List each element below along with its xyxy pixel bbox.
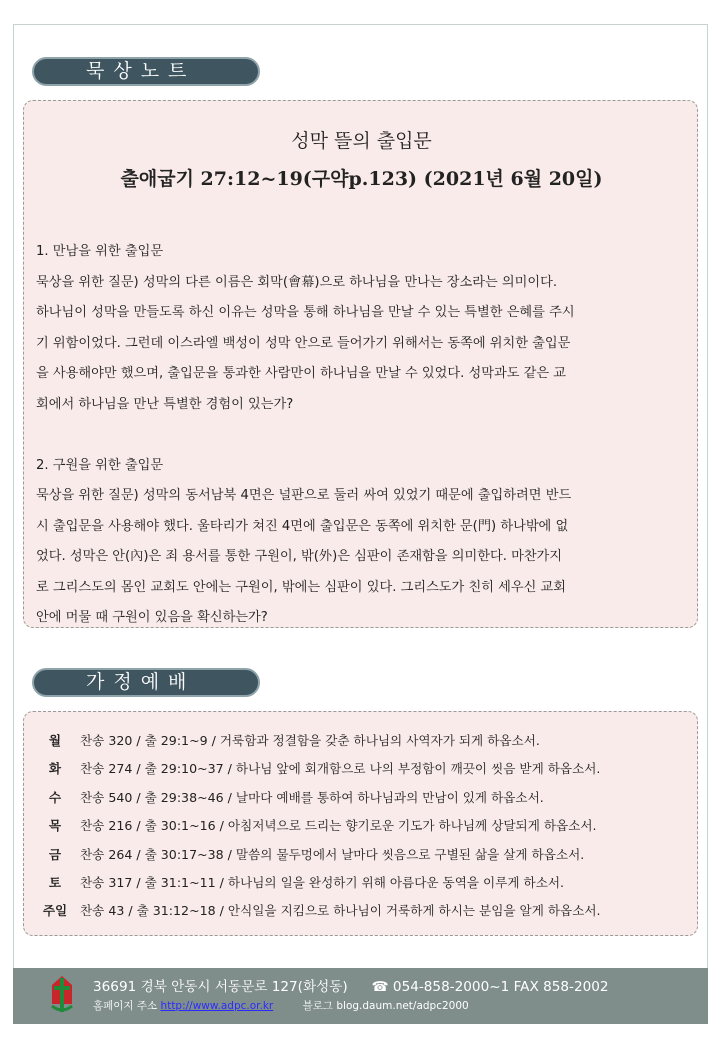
worship-day: 화 xyxy=(48,761,62,777)
worship-text: 찬송 264 / 출 30:17~38 / 말씀의 물두멍에서 날마다 씻음으로 구별된 삶을 살게 하옵소서. xyxy=(80,846,585,862)
worship-row xyxy=(34,841,694,869)
worship-day: 금 xyxy=(48,846,62,862)
section-heading: 2. 구원을 위한 출입문 xyxy=(36,457,164,473)
worship-row xyxy=(34,897,694,925)
blog-link[interactable]: 블로그 blog.daum.net/adpc2000 xyxy=(302,1000,469,1012)
footer-contact xyxy=(93,975,609,995)
section-heading: 1. 만남을 위한 출입문 xyxy=(36,244,164,259)
body-line: 하나님이 성막을 만들도록 하신 이유는 성막을 통해 하나님을 만날 수 있는 특별한 은혜를 주시 xyxy=(36,305,575,320)
worship-row xyxy=(34,812,694,840)
body-line: 묵상을 위한 질문) 성막의 동서남북 4면은 널판으로 둘러 싸여 있었기 때문에 출입하려면 반드 xyxy=(36,488,572,503)
footer xyxy=(13,968,708,1024)
footer-address: 36691 경북 안동시 서동문로 127(화성동) xyxy=(93,979,348,995)
body-line: 회에서 하나님을 만난 특별한 경험이 있는가? xyxy=(36,396,294,412)
body-line: 기 위함이었다. 그런데 이스라엘 백성이 성막 안으로 들어가기 위해서는 동쪽에 위치한 출입문 xyxy=(36,335,571,351)
footer-links xyxy=(93,998,469,1013)
worship-day: 주일 xyxy=(42,903,68,919)
worship-day: 월 xyxy=(48,733,62,748)
paragraph-gap xyxy=(36,420,688,451)
worship-row xyxy=(34,727,694,755)
body-line: 로 그리스도의 몸인 교회도 안에는 구원이, 밖에는 심판이 있다. 그리스도가 친히 세우신 교회 xyxy=(36,579,567,595)
meditation-title: 성막 뜰의 출입문 xyxy=(291,130,432,152)
meditation-box xyxy=(23,100,698,628)
worship-text: 찬송 540 / 출 29:38~46 / 날마다 예배를 통하여 하나님과의 만남이 있게 하옵소서. xyxy=(80,789,544,805)
homepage-label: 홈페이지 주소 xyxy=(93,1000,158,1012)
worship-list xyxy=(34,727,694,926)
worship-text: 찬송 43 / 출 31:12~18 / 안식일을 지킴으로 하나님이 거룩하게 하시는 분임을 알게 하옵소서. xyxy=(80,903,601,919)
worship-row xyxy=(34,869,694,897)
body-line: 안에 머물 때 구원이 있음을 확신하는가? xyxy=(36,610,268,625)
body-line: 시 출입문을 사용해야 했다. 울타리가 쳐진 4면에 출입문은 동쪽에 위치한 문(門) 하나밖에 없 xyxy=(36,518,569,534)
worship-day: 목 xyxy=(48,818,62,834)
worship-day: 토 xyxy=(48,874,62,890)
homepage-link[interactable]: http://www.adpc.or.kr xyxy=(160,1000,274,1012)
meditation-body xyxy=(36,237,688,634)
worship-header: 가정예배 xyxy=(32,668,260,697)
worship-row xyxy=(34,784,694,812)
body-line: 묵상을 위한 질문) 성막의 다른 이름은 회막(會幕)으로 하나님을 만나는 장소라는 의미이다. xyxy=(36,274,558,290)
church-cross-icon xyxy=(49,974,75,1016)
meditation-header: 묵상노트 xyxy=(32,57,260,86)
worship-text: 찬송 320 / 출 29:1~9 / 거룩함과 정결함을 갖춘 하나님의 사역자가 되게 하옵소서. xyxy=(80,733,540,748)
body-line: 었다. 성막은 안(內)은 죄 용서를 통한 구원이, 밖(外)은 심판이 존재함을 의미한다. 마찬가지 xyxy=(36,549,563,564)
worship-text: 찬송 317 / 출 31:1~11 / 하나님의 일을 완성하기 위해 아름다운 동역을 이루게 하소서. xyxy=(80,874,565,890)
body-line: 을 사용해야만 했으며, 출입문을 통과한 사람만이 하나님을 만날 수 있었다. 성막과도 같은 교 xyxy=(36,366,567,381)
worship-box xyxy=(23,711,698,936)
worship-text: 찬송 274 / 출 29:10~37 / 하나님 앞에 회개함으로 나의 부정함이 깨끗이 씻음 받게 하옵소서. xyxy=(80,761,601,777)
worship-row xyxy=(34,755,694,783)
meditation-subtitle: 출애굽기 27:12~19(구약p.123) (2021년 6월 20일) xyxy=(120,168,603,190)
worship-text: 찬송 216 / 출 30:1~16 / 아침저녁으로 드리는 향기로운 기도가 하나님께 상달되게 하옵소서. xyxy=(80,818,597,834)
footer-phone: ☎ 054-858-2000~1 FAX 858-2002 xyxy=(371,979,609,995)
worship-day: 수 xyxy=(48,789,62,805)
